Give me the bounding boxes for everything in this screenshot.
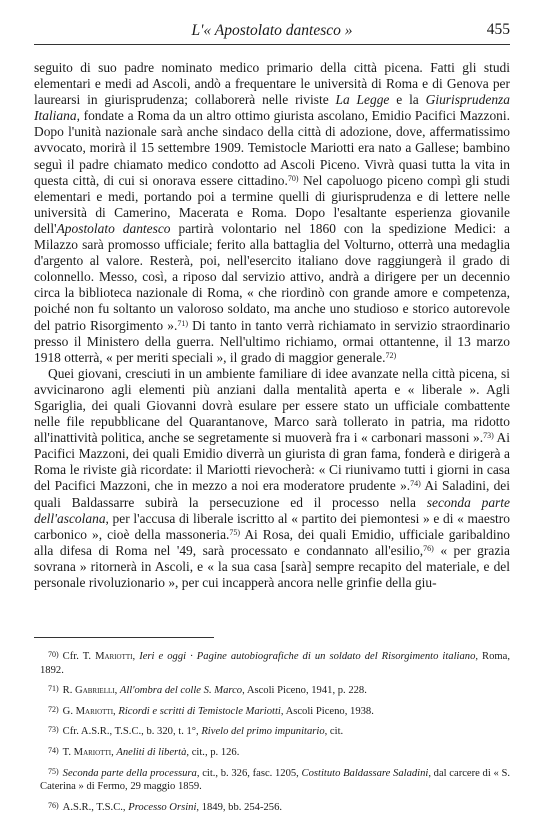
main-text bbox=[34, 60, 510, 591]
footnote-number: 74) bbox=[48, 745, 59, 755]
footnote-ref: 73) bbox=[483, 431, 494, 441]
text-run: Cfr. T. bbox=[62, 651, 96, 662]
text-run: , Ascoli Piceno, 1941, p. 228. bbox=[242, 685, 367, 697]
footnote-ref: 74) bbox=[410, 479, 421, 489]
italic-text: Processo Orsini bbox=[128, 801, 197, 813]
running-title: L'« Apostolato dantesco » bbox=[191, 22, 353, 39]
text-run: G. bbox=[62, 705, 76, 717]
text-run: A.S.R., T.S.C., bbox=[62, 801, 129, 813]
text-run: partirà volontario nel 1860 con la spedizione Medici: a Milazzo sarà promosso ufficiale; ferito alla battaglia del Volturno, otterrà una medaglia d'argento al valore. Resterà, poi, nell'esercito italiano dove raggiungerà il grado di colonnello. Messo, così, a riposo dal servizio attivo, andrà a dirigere per un decennio circa la biblioteca nazionale di Roma, « che riordinò con grande amore e competenza, poiché non fu soltanto un valoroso soldato, ma anche uno studioso e storico autorevole del patrio Risorgimento ». bbox=[34, 220, 510, 333]
text-run: , cit., b. 326, fasc. 1205, bbox=[196, 767, 302, 779]
italic-text: Costituto Baldassare Saladini bbox=[301, 767, 429, 779]
footnote bbox=[40, 723, 510, 739]
text-run: Nel capoluogo piceno compì gli studi elementari e medi, portando poi a termine quelli di giurisprudenza e di lettere nelle università di Camerino, Macerata e Roma. Dopo l'esaltante esperienza giovanile dell' bbox=[34, 172, 510, 236]
footnote-ref: 75) bbox=[229, 527, 241, 537]
text-run: Ai Saladini, dei quali Baldassarre subirà la persecuzione ed il processo nella bbox=[34, 478, 510, 510]
footnote-number: 72) bbox=[48, 704, 59, 714]
italic-text: La Legge bbox=[335, 92, 390, 108]
author-name: Gabrielli bbox=[75, 685, 115, 697]
text-run: T. bbox=[62, 746, 74, 758]
text-run: Cfr. A.S.R., T.S.C., b. 320, t. 1°, bbox=[62, 726, 202, 738]
paragraph bbox=[34, 366, 510, 591]
text-run: , Ascoli Piceno, 1938. bbox=[280, 705, 374, 717]
text-run: seguito di suo padre nominato medico primario della città picena. Fatti gli studi elementari e medi ad Ascoli, andò a frequentare le università di Roma e di Genova per laurearsi in giurisprudenza; collaborerà nelle riviste bbox=[34, 60, 510, 108]
footnote-ref: 71) bbox=[177, 318, 188, 328]
footnote-separator bbox=[34, 637, 214, 638]
italic-text: All'ombra del colle S. Marco bbox=[119, 685, 243, 697]
italic-text: seconda parte dell'ascolana bbox=[34, 494, 510, 526]
footnote-number: 70) bbox=[48, 650, 59, 659]
text-run: e la bbox=[389, 92, 426, 108]
footnote-ref: 70) bbox=[287, 173, 299, 183]
text-run: Di tanto in tanto verrà richiamato in servizio straordinario presso il Ministero della guerra. Nell'ultimo richiamo, ormai ottantenne, il 13 marzo 1918 otterrà, « per meriti speciali », il grado di maggior generale. bbox=[34, 317, 510, 365]
text-run: , cit. bbox=[324, 726, 344, 738]
italic-text: Ricordi e scritti di Temistocle Mariotti bbox=[118, 705, 281, 717]
italic-text: Rivelo del primo impunitario bbox=[201, 726, 325, 738]
footnote bbox=[40, 744, 510, 760]
footnote-number: 73) bbox=[48, 725, 59, 735]
author-name: Mariotti bbox=[73, 746, 112, 758]
paragraph bbox=[34, 60, 510, 366]
footnote bbox=[40, 703, 510, 719]
footnote-ref: 72) bbox=[385, 350, 397, 360]
footnote bbox=[40, 799, 510, 815]
italic-text: Ieri e oggi · Pagine autobiografiche di un soldato del Risorgimento italiano bbox=[139, 651, 476, 662]
author-name: Mariotti bbox=[95, 651, 133, 662]
author-name: Mariotti bbox=[75, 705, 114, 717]
text-run: , bbox=[111, 746, 117, 758]
text-run: , per l'accusa di liberale iscritto al « partito dei piemontesi » e di « maestro carbonico », cioè della massoneria. bbox=[34, 510, 510, 542]
footnote bbox=[40, 682, 510, 698]
text-run: , dal carcere di « S. Caterina » di Fermo, 29 maggio 1859. bbox=[40, 767, 510, 793]
text-run: Quei giovani, cresciuti in un ambiente familiare di idee avanzate nella città picena, si avvicinarono agli elementi più anziani dalla mentalità aperta e « liberale ». Agli Sgariglia, dei quali Giovanni dovrà esulare per essere stato un ufficiale combattente nelle file repubblicane del Quarantanove, Marco sarà tollerato in patria, ma ridotto all'inattività politica, anche se segretamente si muoverà fra i « carbonari massoni ». bbox=[34, 365, 510, 446]
italic-text: Apostolato dantesco bbox=[56, 220, 171, 236]
text-run: Ai Pacifici Mazzoni, dei quali Emidio diverrà un giurista di gran fama, fonderà e dirigerà a Roma le riviste già ricordate: il Mariotti rievocherà: « Ci riunivamo tutti i giorni in casa del Pacifici Mazzoni, che in mezzo a noi era moderatore prudente ». bbox=[34, 430, 510, 494]
text-run: , bbox=[132, 651, 140, 662]
text-run: , Roma, 1892. bbox=[40, 651, 511, 676]
footnote-number: 75) bbox=[48, 766, 59, 776]
page-number: 455 bbox=[486, 21, 510, 38]
text-run: « per grazia sovrana » ritornerà in Ascoli, e « la sua casa [sarà] sempre recapito del materiale, e del personale rivoluzionario », per cui incapperà ancora nelle grinfie della giu- bbox=[34, 542, 510, 590]
footnote-ref: 76) bbox=[423, 543, 434, 553]
text-run: Ai Rosa, dei quali Emidio, ufficiale garibaldino alla difesa di Roma nel '49, sarà processato e condannato all'esilio, bbox=[34, 526, 511, 558]
text-run: , bbox=[114, 685, 120, 697]
italic-text: Seconda parte della processura bbox=[62, 767, 197, 779]
text-run: R. bbox=[62, 685, 76, 697]
footnote bbox=[40, 765, 510, 794]
footnote-number: 76) bbox=[48, 800, 59, 810]
footnote bbox=[40, 648, 510, 677]
italic-text: Aneliti di libertà bbox=[116, 746, 187, 758]
page-header bbox=[34, 20, 510, 45]
footnote-number: 71) bbox=[48, 684, 59, 694]
italic-text: Giurisprudenza Italiana bbox=[34, 92, 510, 124]
text-run: , 1849, bb. 254-256. bbox=[196, 801, 283, 813]
text-run: , cit., p. 126. bbox=[186, 746, 240, 758]
footnotes bbox=[40, 648, 510, 819]
text-run: , fondate a Roma da un altro ottimo giurista ascolano, Emidio Pacifici Mazzoni. Dopo l'unità nazionale sarà anche sindaco della città di adozione, dove, affermatissimo avvocato, morirà il 15 settembre 1909. Temistocle Mariotti era nato a Gallese; bambino seguì il padre chiamato medico condotto ad Ascoli Piceno. Vivrà quasi tutta la vita in questa città, di cui si onorava essere cittadino. bbox=[34, 108, 510, 188]
text-run: , bbox=[113, 705, 119, 717]
